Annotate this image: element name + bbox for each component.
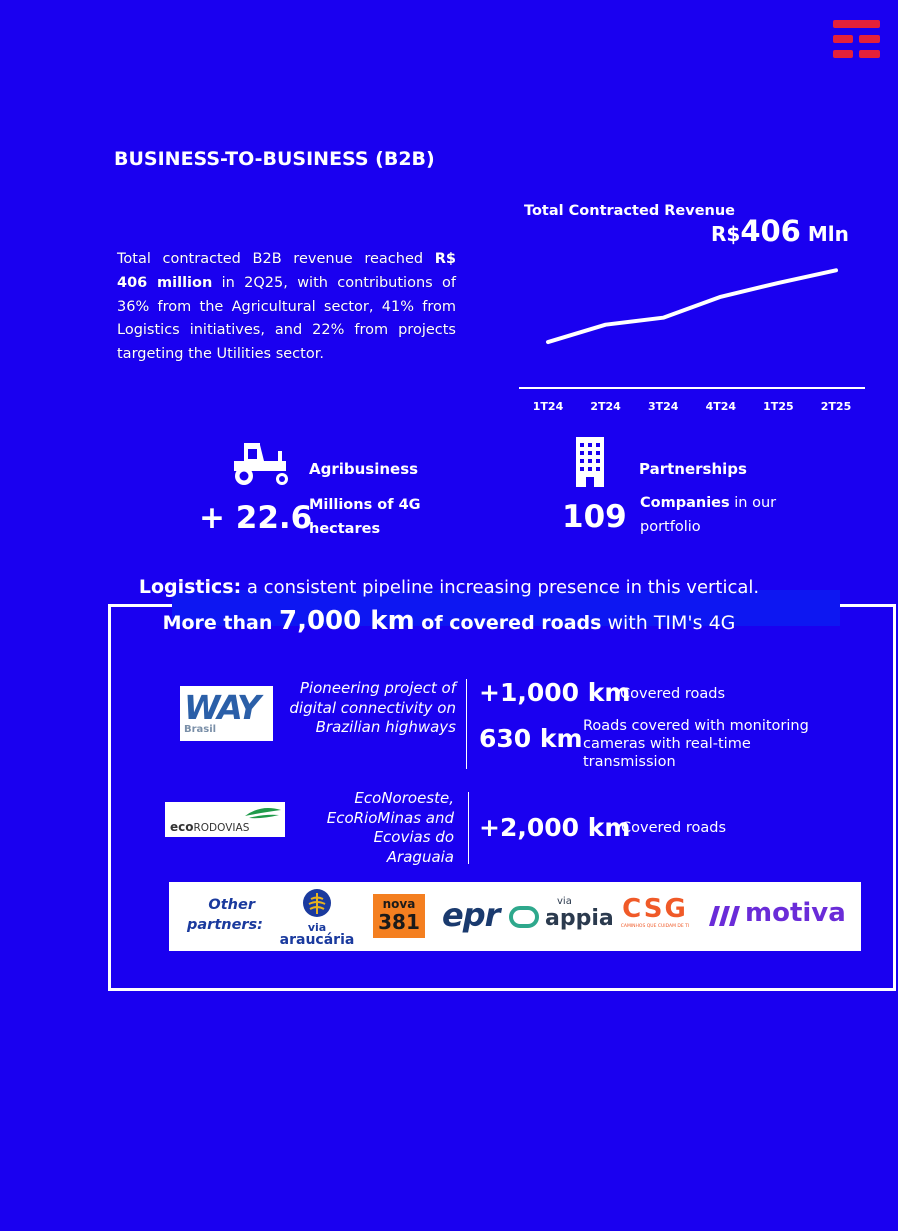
way-stat1-desc: Covered roads <box>620 686 726 702</box>
epr-logo: epr <box>442 896 500 934</box>
x-tick-label: 2T24 <box>590 400 621 413</box>
x-tick-label: 3T24 <box>647 400 679 413</box>
agribusiness-label: Agribusiness <box>309 460 419 478</box>
agribusiness-desc: Millions of 4G hectares <box>309 497 421 537</box>
tractor-icon <box>230 441 292 487</box>
partnerships-label: Partnerships <box>639 460 747 478</box>
eco-stat-desc: Covered roads <box>621 820 727 836</box>
way-description: Pioneering project of digital connectivity on Brazilian highways <box>289 679 456 736</box>
chart-title: Total Contracted Revenue <box>524 203 736 219</box>
via-appia-logo: via appia <box>509 892 605 942</box>
via-araucaria-logo: via araucária <box>279 888 355 948</box>
series-line <box>548 270 836 342</box>
way-stat2-value: 630 km <box>479 724 583 753</box>
partnerships-value: 109 <box>562 499 627 535</box>
agribusiness-value: + 22.6 <box>199 500 313 536</box>
csg-logo: CSG CAMINHOS QUE CUIDAM DE TI <box>620 894 690 929</box>
araucaria-tree-icon <box>302 888 332 918</box>
nova-381-logo: nova 381 <box>373 894 425 938</box>
appia-mark-icon <box>509 906 539 928</box>
tim-logo-icon <box>833 20 881 60</box>
revenue-line-chart <box>515 250 875 420</box>
chart-headline: R$406 Mln <box>711 214 849 248</box>
eco-description: EcoNoroeste, EcoRioMinas and Ecovias do Araguaia <box>326 789 454 866</box>
other-partners-strip <box>169 882 861 951</box>
motiva-logo: motiva <box>707 898 847 934</box>
section-title: BUSINESS-TO-BUSINESS (B2B) <box>114 148 435 170</box>
intro-paragraph: Total contracted B2B revenue reached R$ 406 million in 2Q25, with contributions of 36% from the Agricultural sector, 41% from Logistics initiatives, and 22% from projects targeting the Utilities sector. <box>117 251 457 363</box>
way-brasil-logo: WAY Brasil <box>180 686 273 741</box>
way-divider <box>466 679 467 769</box>
motiva-mark-icon <box>707 906 741 926</box>
x-tick-label: 2T25 <box>820 400 852 413</box>
logistics-lead: Logistics: a consistent pipeline increasing presence in this vertical. <box>138 576 760 598</box>
other-partners-label: Other partners: <box>187 897 263 933</box>
eco-leaf-icon <box>243 804 283 820</box>
ecorodovias-logo: ecoRODOVIAS <box>165 802 285 837</box>
logistics-coverage: More than 7,000 km of covered roads with TIM's 4G <box>162 606 736 636</box>
x-tick-label: 1T25 <box>763 400 794 413</box>
x-tick-label: 1T24 <box>532 400 564 413</box>
x-tick-label: 4T24 <box>705 400 737 413</box>
eco-stat-value: +2,000 km <box>479 813 631 842</box>
partnerships-desc: Companies in our portfolio <box>640 495 777 535</box>
building-icon <box>574 437 606 487</box>
way-stat1-value: +1,000 km <box>479 678 631 707</box>
eco-divider <box>468 792 469 864</box>
way-stat2-desc: Roads covered with monitoring cameras with real-time transmission <box>583 718 809 770</box>
